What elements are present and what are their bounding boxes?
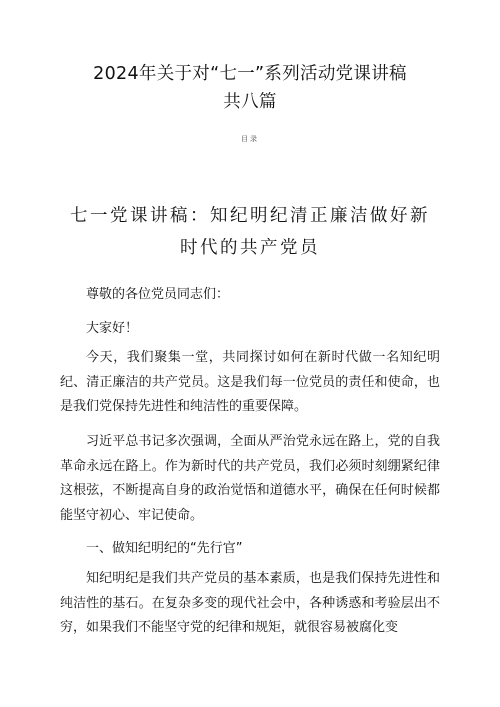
section-title-line-1: 七一党课讲稿：知纪明纪清正廉洁做好新 [70, 206, 430, 226]
document-title-line-1: 2024年关于对“七一”系列活动党课讲稿 [93, 64, 407, 84]
paragraph-quote: 习近平总书记多次强调，全面从严治党永远在路上，党的自我革命永远在路上。作为新时代的共产党员，我们必须时刻绷紧纪律这根弦，不断提高自身的政治觉悟和道德水平，确保在任何时候都能坚守初心、牢记使命。 [60, 434, 440, 523]
section-title [70, 200, 430, 264]
document-title [60, 60, 440, 116]
paragraph-section-1: 知纪明纪是我们共产党员的基本素质，也是我们保持先进性和纯洁性的基石。在复杂多变的现代社会中，各种诱惑和考验层出不穷，如果我们不能坚守党的纪律和规矩，就很容易被腐化变 [60, 571, 440, 635]
paragraph-salutation: 尊敬的各位党员同志们： [86, 287, 230, 302]
paragraph-heading-1: 一、做知纪明纪的“先行官” [86, 541, 243, 556]
paragraph-greeting: 大家好！ [86, 321, 139, 336]
table-of-contents-label: 目录 [241, 135, 259, 143]
section-title-line-2: 时代的共产党员 [180, 238, 320, 258]
document-title-line-2: 共八篇 [223, 92, 277, 112]
paragraph-intro: 今天，我们聚集一堂，共同探讨如何在新时代做一名知纪明纪、清正廉洁的共产党员。这是我们每一位党员的责任和使命，也是我们党保持先进性和纯洁性的重要保障。 [60, 350, 440, 414]
